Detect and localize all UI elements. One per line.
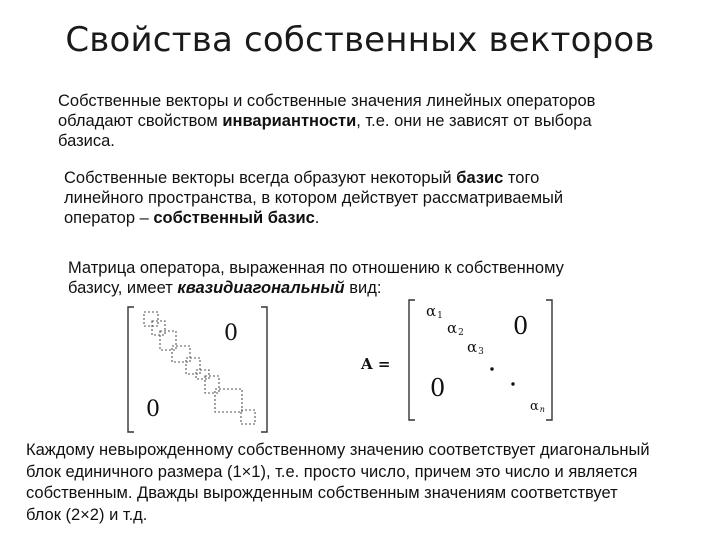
paragraph-line: блок (2×2) и т.д. [26, 505, 148, 524]
paragraph-quasidiagonal [68, 258, 688, 298]
text-run: . [314, 209, 320, 227]
diagonal-block [160, 331, 176, 350]
ellipsis-dot [511, 382, 514, 385]
text-run: вид: [344, 279, 382, 297]
text-run: того [503, 169, 540, 187]
paragraph-line: Матрица оператора, выраженная по отношению к собственному [68, 259, 564, 277]
diagonal-block [172, 346, 190, 362]
diagonal-block [241, 410, 255, 424]
alpha-index: 1 [437, 311, 443, 321]
lower-zero: 0 [146, 397, 160, 422]
text-run: обладают свойством [58, 112, 223, 130]
paragraph-line: линейного пространства, в котором действует рассматриваемый [64, 189, 564, 207]
diagonal-blocks [144, 312, 255, 424]
bold-term: базис [456, 169, 504, 187]
diagonal-block [215, 389, 242, 412]
alpha-index: 3 [478, 347, 484, 357]
paragraph-line: собственным. Дважды вырожденным собственным значениям соответствует [26, 484, 618, 502]
alpha-symbol: α [530, 399, 539, 414]
bold-term: инвариантности [222, 112, 357, 130]
paragraph-degeneracy [26, 440, 710, 526]
diagonal-block [196, 370, 209, 379]
paragraph-line: базиса. [58, 132, 115, 150]
text-run: , т.е. они не зависят от выбора [356, 112, 592, 130]
alpha-2 [447, 319, 464, 338]
ellipsis-dot [490, 367, 493, 370]
italic-term: квазидиагональный [177, 279, 345, 297]
alpha-symbol: α [447, 319, 458, 337]
bold-term: собственный базис [153, 209, 315, 227]
diagonal-block [186, 358, 200, 374]
text-run: оператор – [64, 209, 154, 227]
paragraph-line [68, 278, 688, 298]
left-bracket [409, 300, 415, 420]
paragraph-invariance [58, 91, 663, 151]
diagonal-block [205, 376, 219, 393]
right-bracket [261, 307, 267, 432]
alpha-symbol: α [467, 338, 478, 356]
paragraph-basis [64, 168, 654, 228]
alpha-symbol: α [426, 302, 437, 320]
paragraph-line [64, 208, 654, 228]
diagonal-block [144, 312, 158, 326]
bold-term [177, 279, 344, 297]
right-bracket [546, 300, 552, 420]
alpha-index: n [539, 405, 545, 414]
upper-zero: 0 [224, 321, 238, 346]
paragraph-line [64, 168, 654, 188]
paragraph-line [58, 111, 663, 131]
matrix-label: A = [361, 355, 391, 373]
text-run: Собственные векторы всегда образуют некоторый [64, 169, 457, 187]
diagonal-block [152, 321, 165, 335]
lower-zero: 0 [430, 374, 446, 402]
right-diagonal-matrix [360, 300, 552, 420]
slide-title: Свойства собственных векторов [65, 20, 655, 60]
text-run: базису, имеет [68, 279, 178, 297]
upper-zero: 0 [513, 312, 529, 340]
left-bracket [128, 307, 134, 432]
paragraph-line: Каждому невырожденному собственному значению соответствует диагональный [26, 441, 650, 459]
left-block-matrix [128, 307, 267, 432]
paragraph-line: блок единичного размера (1×1), т.е. просто число, причем это число и является [26, 462, 638, 481]
alpha-index: 2 [458, 328, 464, 338]
alpha-3 [467, 338, 484, 357]
paragraph-line: Собственные векторы и собственные значения линейных операторов [58, 92, 596, 110]
alpha-1 [426, 302, 443, 321]
alpha-n [530, 399, 545, 414]
